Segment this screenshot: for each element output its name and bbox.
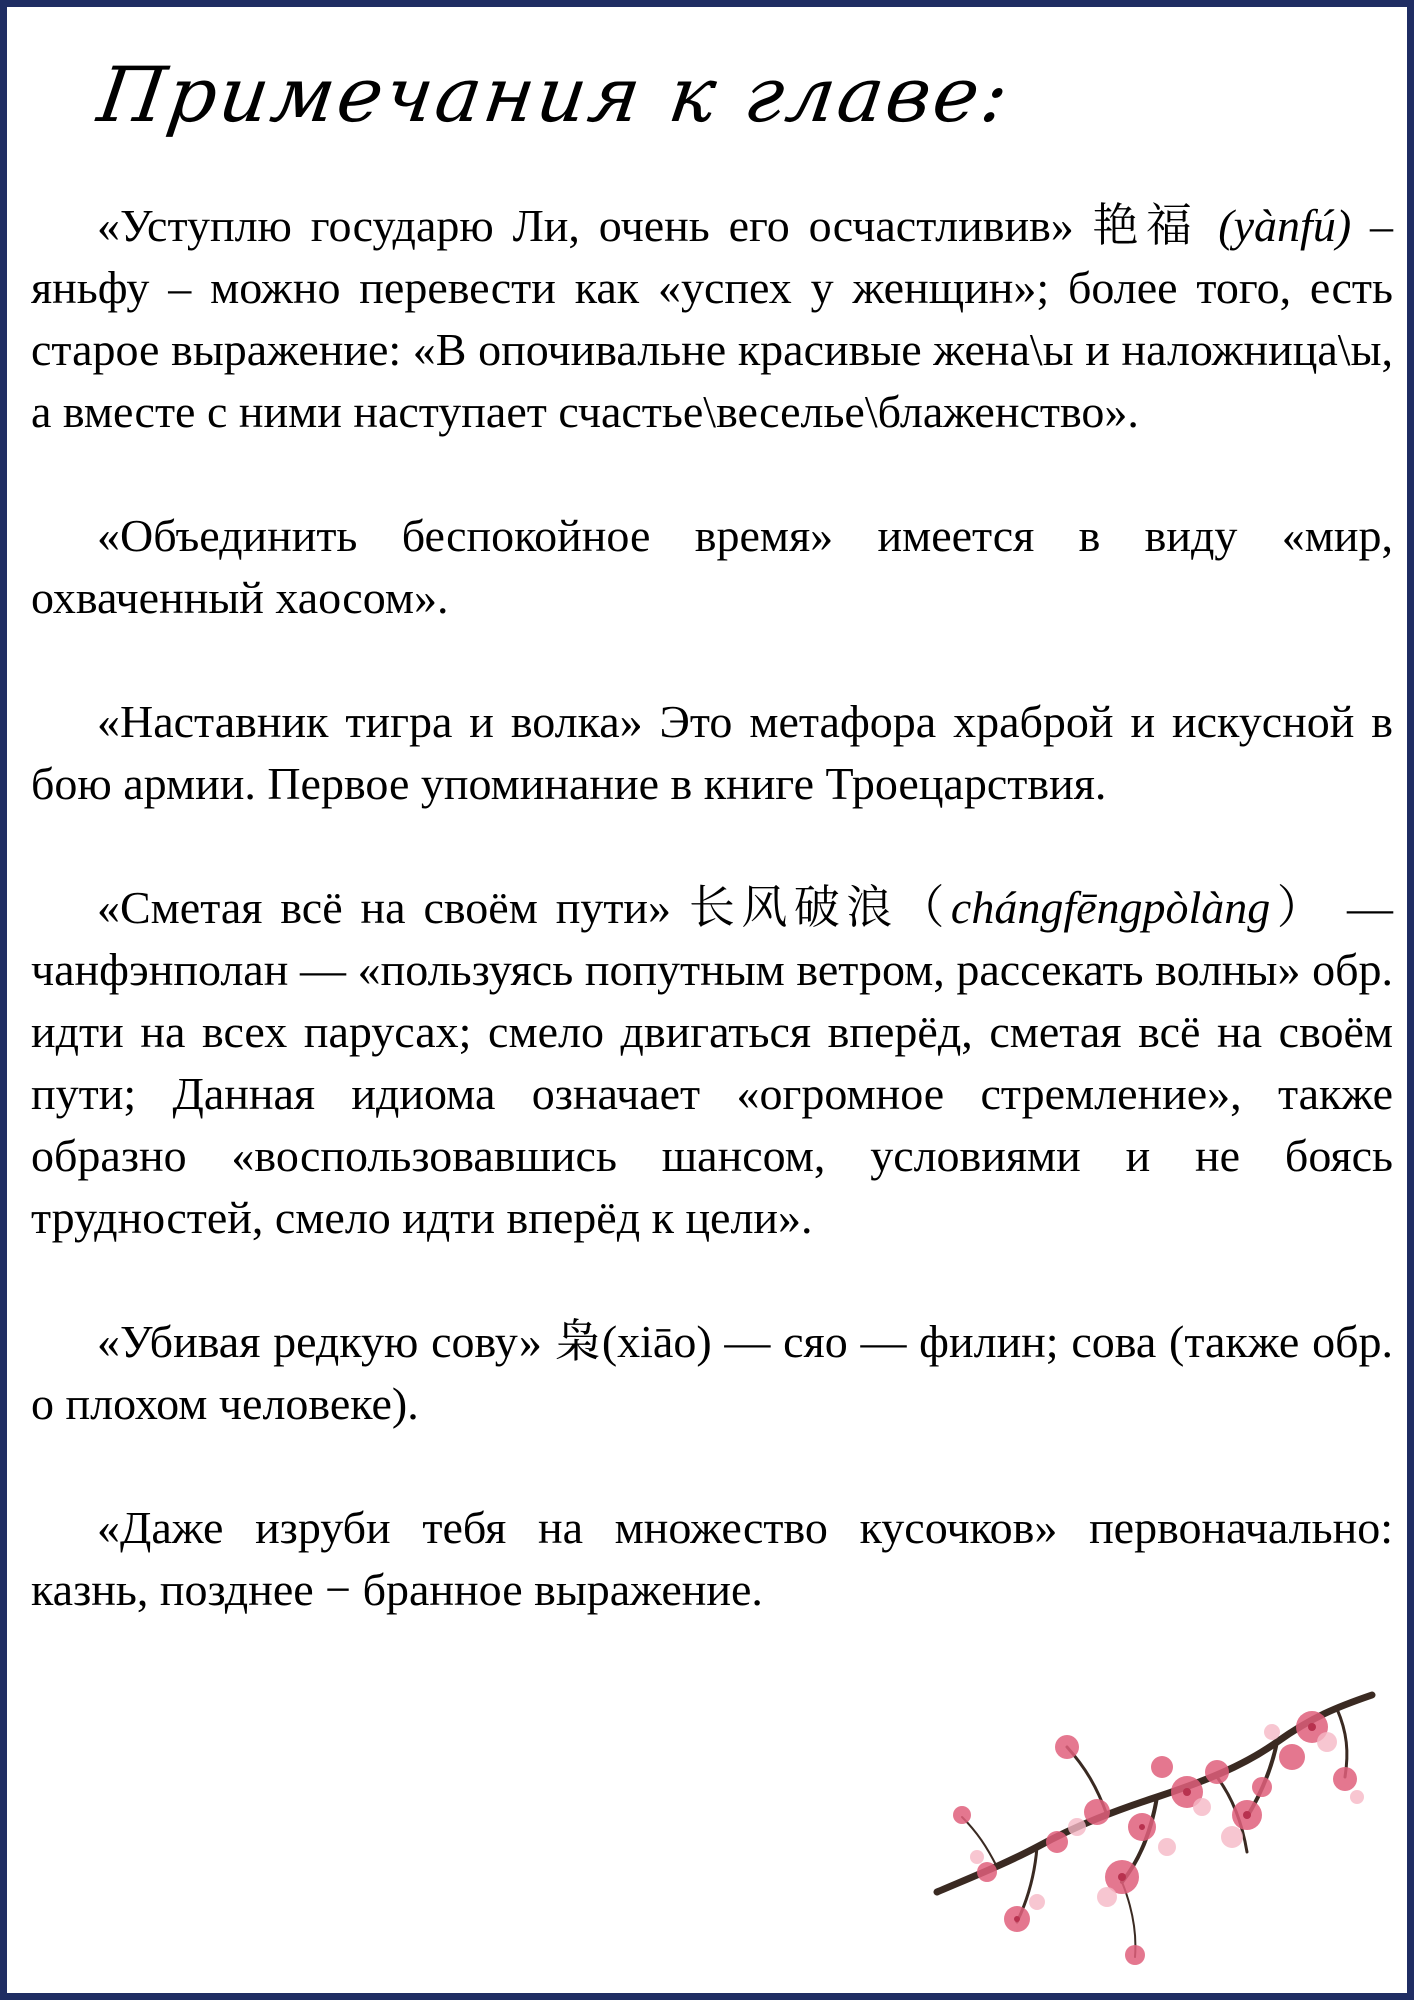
note-pinyin: chángfēngpòlàng	[950, 882, 1271, 933]
note-text: ） — чанфэнполан — «пользуясь попутным ветром, рассекать волны» обр. идти на всех парусах; смело двигаться вперёд, сметая всё на своём пути; Данная идиома означает «огромное стремление», также образно «воспользовавшись шансом, условиями и не боясь трудностей, смело идти вперёд к цели».	[31, 882, 1393, 1243]
note-changfeng	[31, 877, 1393, 1249]
note-restless-time	[31, 505, 1393, 629]
note-text: – яньфу – можно перевести как «успех у женщин»; более того, есть старое выражение: «В опочивальне красивые жена\ы и наложница\ы, а вместе с ними наступает счастье\веселье\блаженство».	[31, 200, 1394, 437]
note-text: «Даже изруби тебя на множество кусочков» первоначально: казнь, позднее − бранное выражение.	[31, 1502, 1393, 1615]
notes-list	[31, 195, 1393, 1621]
note-text: «Сметая всё на своём пути» 长风破浪（	[97, 882, 951, 933]
note-text: «Убивая редкую сову» 枭(xiāo) — сяо — филин; сова (также обр. о плохом человеке).	[31, 1316, 1393, 1429]
note-pieces	[31, 1497, 1393, 1621]
cherry-blossom-branch-icon	[917, 1687, 1377, 1987]
note-text: «Уступлю государю Ли, очень его осчастливив» 艳福	[97, 200, 1219, 251]
note-text: «Наставник тигра и волка» Это метафора храброй и искусной в бою армии. Первое упоминание в книге Троецарствия.	[31, 696, 1393, 809]
note-owl	[31, 1311, 1393, 1435]
note-pinyin: (yànfú)	[1218, 200, 1352, 251]
notes-heading: Примечания к главе:	[92, 50, 1017, 139]
note-text: «Объединить беспокойное время» имеется в виду «мир, охваченный хаосом».	[31, 510, 1393, 623]
note-yanfu	[31, 195, 1393, 443]
note-tiger-wolf	[31, 691, 1393, 815]
